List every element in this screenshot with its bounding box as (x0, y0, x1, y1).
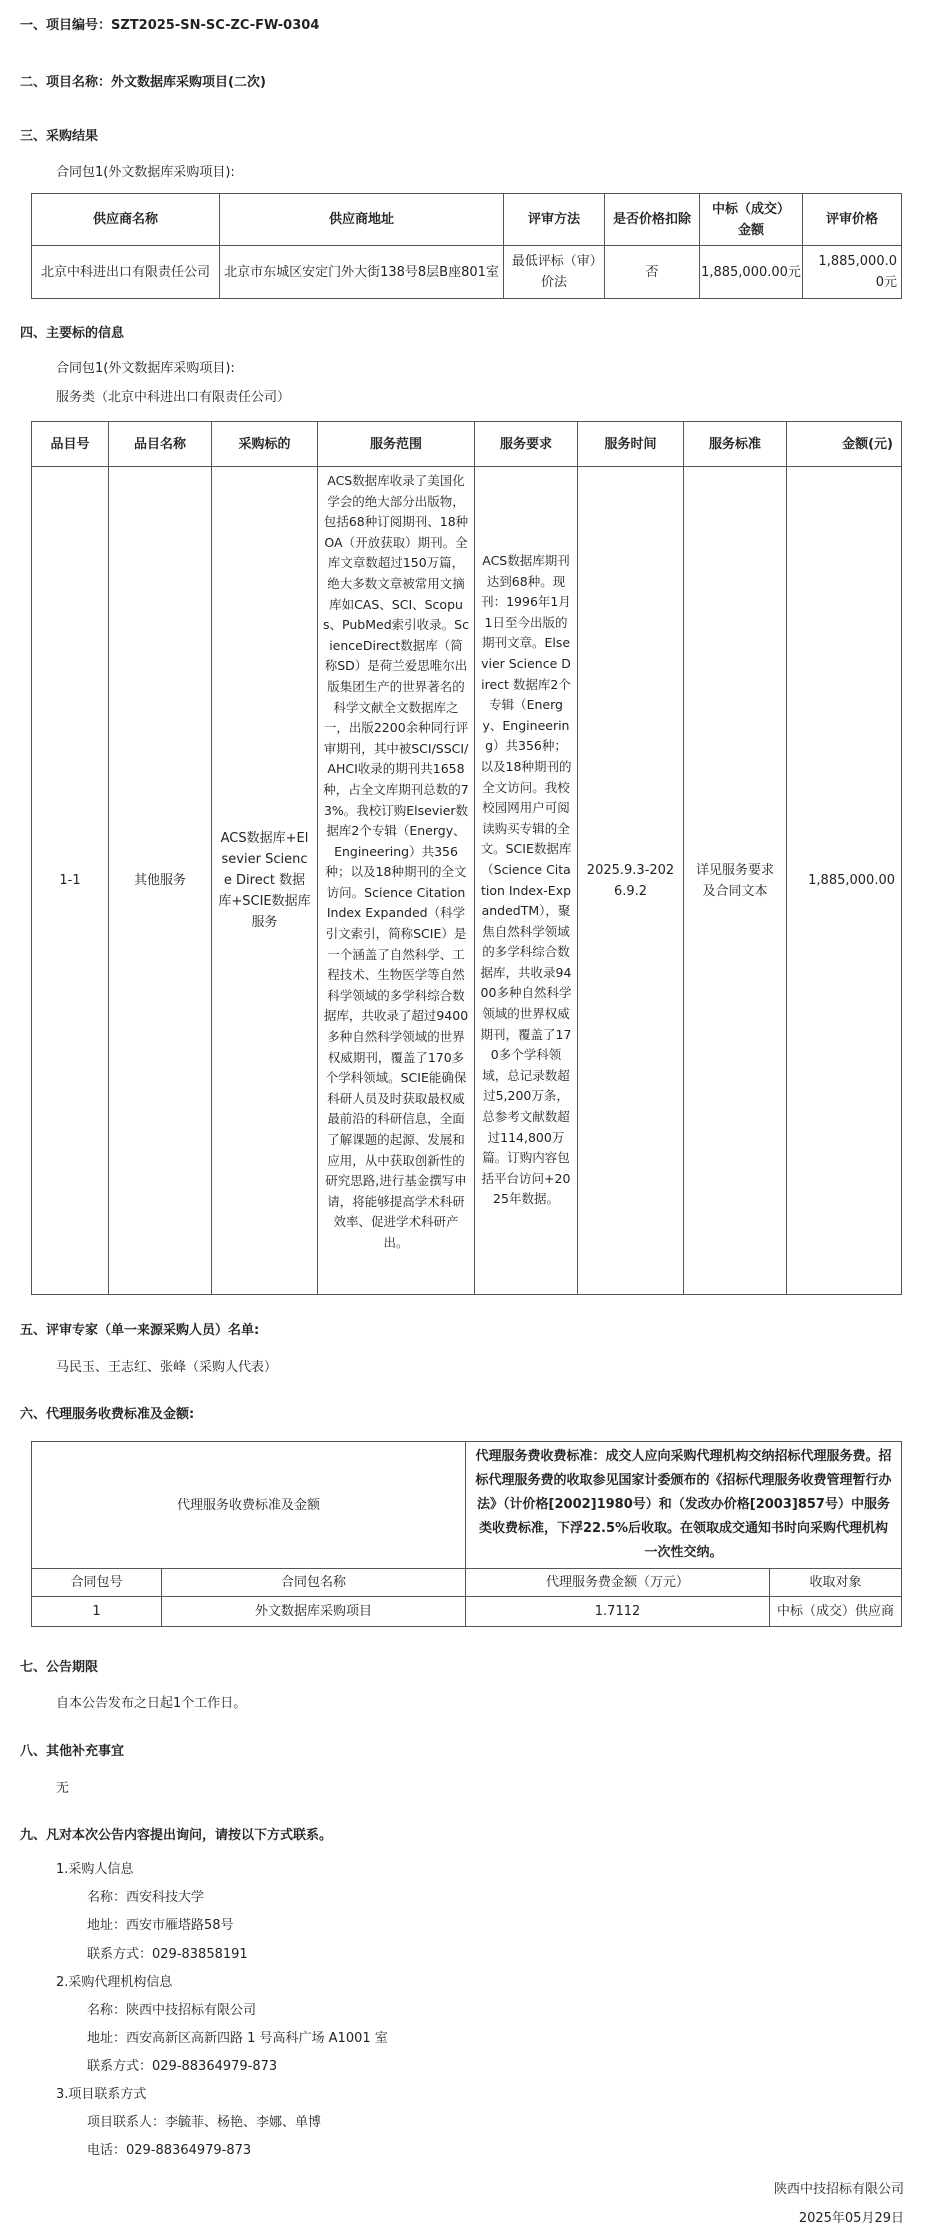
header-requirement: 服务要求 (475, 422, 578, 467)
section-3-package: 合同包1(外文数据库采购项目): (56, 165, 235, 180)
table-header-row (32, 1569, 902, 1597)
cell-review-price: 1,885,000.00元 (803, 246, 902, 299)
section-4-service-type: 服务类（北京中科进出口有限责任公司） (56, 390, 291, 405)
table-header-row (32, 194, 902, 246)
cell-review-method: 最低评标（审）价法 (504, 246, 605, 299)
cell-award-amount: 1,885,000.00元 (700, 246, 803, 299)
cell-requirement: ACS数据库期刊达到68种。现刊：1996年1月1日至今出版的期刊文章。Elsevier Science Direct 数据库2个专辑（Energy、Engineering）共356种；以及18种期刊的全文访问。我校校园网用户可阅读购买专辑的全文。SCIE数据库（Science Citation Index-ExpandedTM），聚焦自然科学领域的多学科综合数据库，共收录9400多种自然科学领域的世界权威期刊，覆盖了170多个学科领域，总记录数超过5,200万条，总参考文献数超过114,800万篇。订购内容包括平台访问+2025年数据。 (475, 467, 578, 1295)
cell-standard: 详见服务要求及合同文本 (684, 467, 787, 1295)
header-standard: 服务标准 (684, 422, 787, 467)
main-subject-table (31, 421, 902, 1295)
table-header-row (32, 422, 902, 467)
cell-price-deduction: 否 (605, 246, 700, 299)
expert-names: 马民玉、王志红、张峰（采购人代表） (56, 1360, 278, 1375)
header-item-no: 品目号 (32, 422, 109, 467)
footer-company: 陕西中技招标有限公司 (773, 2182, 904, 2197)
table-row (32, 246, 902, 299)
fee-standard-row (32, 1442, 902, 1569)
section-4-title: 四、主要标的信息 (20, 326, 125, 341)
header-target: 采购标的 (212, 422, 318, 467)
section-7-title: 七、公告期限 (20, 1660, 99, 1675)
supplementary-text: 无 (56, 1781, 70, 1796)
cell-fee-amount: 1.7112 (466, 1597, 770, 1627)
agent-phone: 联系方式：029-88364979-873 (87, 2059, 278, 2074)
cell-package-name: 外文数据库采购项目 (162, 1597, 466, 1627)
header-package-no: 合同包号 (32, 1569, 162, 1597)
project-number-line (20, 14, 319, 33)
header-supplier-address: 供应商地址 (220, 194, 504, 246)
project-name-label: 二、项目名称： (20, 75, 112, 90)
fee-standard-text: 代理服务费收费标准：成交人应向采购代理机构交纳招标代理服务费。招标代理服务费的收取参见国家计委颁布的《招标代理服务收费管理暂行办法》（计价格[2002]1980号）和（发改办价格[2003]857号）中服务类收费标准，下浮22.5%后收取。在领取成交通知书时向采购代理机构一次性交纳。 (466, 1442, 902, 1569)
section-3-title: 三、采购结果 (20, 129, 99, 144)
cell-supplier-address: 北京市东城区安定门外大街138号8层B座801室 (220, 246, 504, 299)
header-review-method: 评审方法 (504, 194, 605, 246)
cell-amount: 1,885,000.00 (787, 467, 902, 1295)
section-6-title: 六、代理服务收费标准及金额: (20, 1407, 195, 1422)
header-fee-amount: 代理服务费金额（万元） (466, 1569, 770, 1597)
header-item-name: 品目名称 (109, 422, 212, 467)
agent-address: 地址：西安高新区高新四路 1 号高科广场 A1001 室 (87, 2031, 388, 2046)
project-number-label: 一、项目编号： (20, 18, 112, 33)
section-9-title: 九、凡对本次公告内容提出询问，请按以下方式联系。 (20, 1828, 333, 1843)
header-scope: 服务范围 (318, 422, 475, 467)
header-price-deduction: 是否价格扣除 (605, 194, 700, 246)
purchaser-title: 1.采购人信息 (56, 1862, 134, 1877)
table-row (32, 1597, 902, 1627)
header-review-price: 评审价格 (803, 194, 902, 246)
header-supplier-name: 供应商名称 (32, 194, 220, 246)
cell-supplier-name: 北京中科进出口有限责任公司 (32, 246, 220, 299)
purchaser-address: 地址：西安市雁塔路58号 (87, 1918, 234, 1933)
cell-target: ACS数据库+Elsevier Science Direct 数据库+SCIE数据库服务 (212, 467, 318, 1295)
section-8-title: 八、其他补充事宜 (20, 1744, 125, 1759)
header-amount: 金额(元) (787, 422, 902, 467)
cell-fee-target: 中标（成交）供应商 (770, 1597, 902, 1627)
footer-date: 2025年05月29日 (798, 2211, 904, 2226)
cell-time: 2025.9.3-2026.9.2 (578, 467, 684, 1295)
section-5-title: 五、评审专家（单一来源采购人员）名单: (20, 1323, 260, 1338)
header-award-amount: 中标（成交）金额 (700, 194, 803, 246)
cell-item-name: 其他服务 (109, 467, 212, 1295)
header-package-name: 合同包名称 (162, 1569, 466, 1597)
contact-phone: 电话：029-88364979-873 (87, 2143, 252, 2158)
agent-name: 名称：陕西中技招标有限公司 (87, 2003, 257, 2018)
procurement-result-table (31, 193, 902, 299)
purchaser-name: 名称：西安科技大学 (87, 1890, 205, 1905)
header-time: 服务时间 (578, 422, 684, 467)
fee-standard-label: 代理服务收费标准及金额 (32, 1442, 466, 1569)
project-number-value: SZT2025-SN-SC-ZC-FW-0304 (111, 18, 320, 33)
project-name-line (20, 71, 266, 90)
header-fee-target: 收取对象 (770, 1569, 902, 1597)
cell-item-no: 1-1 (32, 467, 109, 1295)
notice-period: 自本公告发布之日起1个工作日。 (56, 1696, 247, 1711)
cell-package-no: 1 (32, 1597, 162, 1627)
contact-title: 3.项目联系方式 (56, 2087, 147, 2102)
purchaser-phone: 联系方式：029-83858191 (87, 1947, 248, 1962)
contact-people: 项目联系人：李毓菲、杨艳、李娜、单博 (87, 2115, 322, 2130)
cell-scope: ACS数据库收录了美国化学会的绝大部分出版物，包括68种订阅期刊、18种OA（开放获取）期刊。全库文章数超过150万篇，绝大多数文章被常用文摘库如CAS、SCI、Scopus、PubMed索引收录。ScienceDirect数据库（简称SD）是荷兰爱思唯尔出版集团生产的世界著名的科学文献全文数据库之一，出版2200余种同行评审期刊，其中被SCI/SSCI/AHCI收录的期刊共1658种，占全文库期刊总数的73%。我校订购Elsevier数据库2个专辑（Energy、Engineering）共356种；以及18种期刊的全文访问。Science Citation Index Expanded（科学引文索引，简称SCIE）是一个涵盖了自然科学、工程技术、生物医学等自然科学领域的多学科综合数据库，共收录了超过9400多种自然科学领域的世界权威期刊，覆盖了170多个学科领域。SCIE能确保科研人员及时获取最权威最前沿的科研信息，全面了解课题的起源、发展和应用，从中获取创新性的研究思路,进行基金撰写申请，将能够提高学术科研效率、促进学术科研产出。 (318, 467, 475, 1295)
project-name-value: 外文数据库采购项目(二次) (111, 75, 266, 90)
section-4-package: 合同包1(外文数据库采购项目): (56, 361, 235, 376)
agency-fee-table (31, 1441, 902, 1627)
agent-title: 2.采购代理机构信息 (56, 1975, 173, 1990)
table-row (32, 467, 902, 1295)
